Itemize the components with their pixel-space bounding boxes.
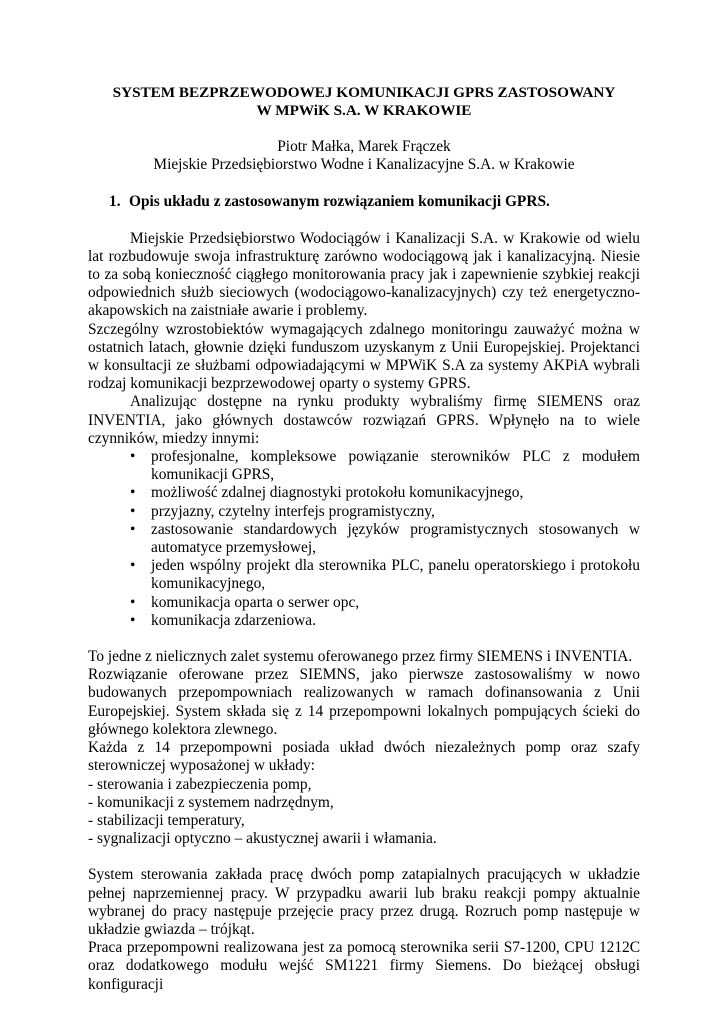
list-item: • profesjonalne, kompleksowe powiązanie sterowników PLC z modułem komunikacji GPRS, [130, 448, 640, 484]
paragraph-3: Analizując dostępne na rynku produkty wybraliśmy firmę SIEMENS oraz INVENTIA, jako głównych dostawców rozwiązań GPRS. Wpłynęło na to wiele czynników, miedzy innymi: [88, 393, 640, 447]
bullet-icon: • [130, 593, 136, 611]
paragraph-5: Rozwiązanie oferowane przez SIEMNS, jako pierwsze zastosowaliśmy w nowo budowanych przepompowniach realizowanych w ramach dofinansowania z Unii Europejskiej. System składa się z 14 przepompowni lokalnych pompujących ścieki do głównego kolektora zlewnego. [88, 666, 640, 738]
bullet-icon: • [130, 484, 136, 502]
bullet-icon: • [130, 557, 136, 575]
list-item: - komunikacji z systemem nadrzędnym, [88, 793, 334, 811]
list-item: • przyjazny, czytelny interfejs programistyczny, [130, 502, 435, 520]
dash-list [88, 776, 640, 849]
paragraph-2: Szczególny wzrostobiektów wymagających zdalnego monitoringu zauważyć można w ostatnich latach, głownie dzięki funduszom uzyskanym z Unii Europejskiej. Projektanci w konsultacji ze służbami odpowiadającymi w MPWiK S.A za systemy AKPiA wybrali rodzaj komunikacji bezprzewodowej oparty o systemy GPRS. [88, 320, 640, 393]
list-item: • zastosowanie standardowych języków programistycznych stosowanych w automatyce przemysłowej, [130, 520, 640, 557]
paragraph-4: To jedne z nielicznych zalet systemu oferowanego przez firmy SIEMENS i INVENTIA. [88, 648, 633, 666]
title-line-1: SYSTEM BEZPRZEWODOWEJ KOMUNIKACJI GPRS ZASTOSOWANY [112, 84, 616, 101]
paragraph-1: Miejskie Przedsiębiorstwo Wodociągów i Kanalizacji S.A. w Krakowie od wielu lat rozbudowuje swoja infrastrukturę zarówno wodociągową jak i kanalizacyjną. Niesie to za sobą konieczność ciągłego monitorowania pracy jak i zapewnienie szybkiej reakcji odpowiednich służb sieciowych (wodociągowo-kanalizacyjnych) czy też energetyczno-akapowskich na zaistniałe awarie i problemy. [88, 229, 640, 320]
section-title: Opis układu z zastosowanym rozwiązaniem komunikacji GPRS. [129, 193, 550, 211]
document-title [88, 84, 640, 120]
bullet-list [88, 448, 640, 630]
list-item: • jeden wspólny projekt dla sterownika PLC, panelu operatorskiego i protokołu komunikacyjnego, [130, 557, 640, 593]
title-line-2: W MPWiK S.A. W KRAKOWIE [256, 102, 472, 119]
section-number: 1. [109, 193, 121, 211]
list-item: • komunikacja zdarzeniowa. [130, 611, 316, 629]
list-item: • możliwość zdalnej diagnostyki protokołu komunikacyjnego, [130, 484, 524, 502]
list-item: - stabilizacji temperatury, [88, 811, 245, 829]
affiliation: Miejskie Przedsiębiorstwo Wodne i Kanalizacyjne S.A. w Krakowie [153, 156, 575, 174]
authors-block [88, 138, 640, 174]
paragraph-6: Każda z 14 przepompowni posiada układ dwóch niezależnych pomp oraz szafy sterowniczej wyposażonej w układy: [88, 739, 640, 775]
paragraph-7: System sterowania zakłada pracę dwóch pomp zatapialnych pracujących w układzie pełnej naprzemiennej pracy. W przypadku awarii lub braku reakcji pompy aktualnie wybranej do pracy następuje przejęcie pracy przez drugą. Rozruch pomp następuje w układzie gwiazda – trójkąt. [88, 866, 640, 938]
bullet-icon: • [130, 502, 136, 520]
paragraph-8: Praca przepompowni realizowana jest za pomocą sterownika serii S7-1200, CPU 1212C oraz dodatkowego modułu wejść SM1221 firmy Siemens. Do bieżącej obsługi konfiguracji [88, 939, 640, 993]
list-item: - sygnalizacji optyczno – akustycznej awarii i włamania. [88, 830, 437, 848]
authors: Piotr Małka, Marek Frączek [277, 138, 451, 155]
bullet-icon: • [130, 611, 136, 629]
bullet-icon: • [130, 448, 136, 466]
list-item: • komunikacja oparta o serwer opc, [130, 593, 360, 611]
section-heading [109, 193, 640, 211]
bullet-icon: • [130, 520, 136, 538]
list-item: - sterowania i zabezpieczenia pomp, [88, 775, 312, 793]
